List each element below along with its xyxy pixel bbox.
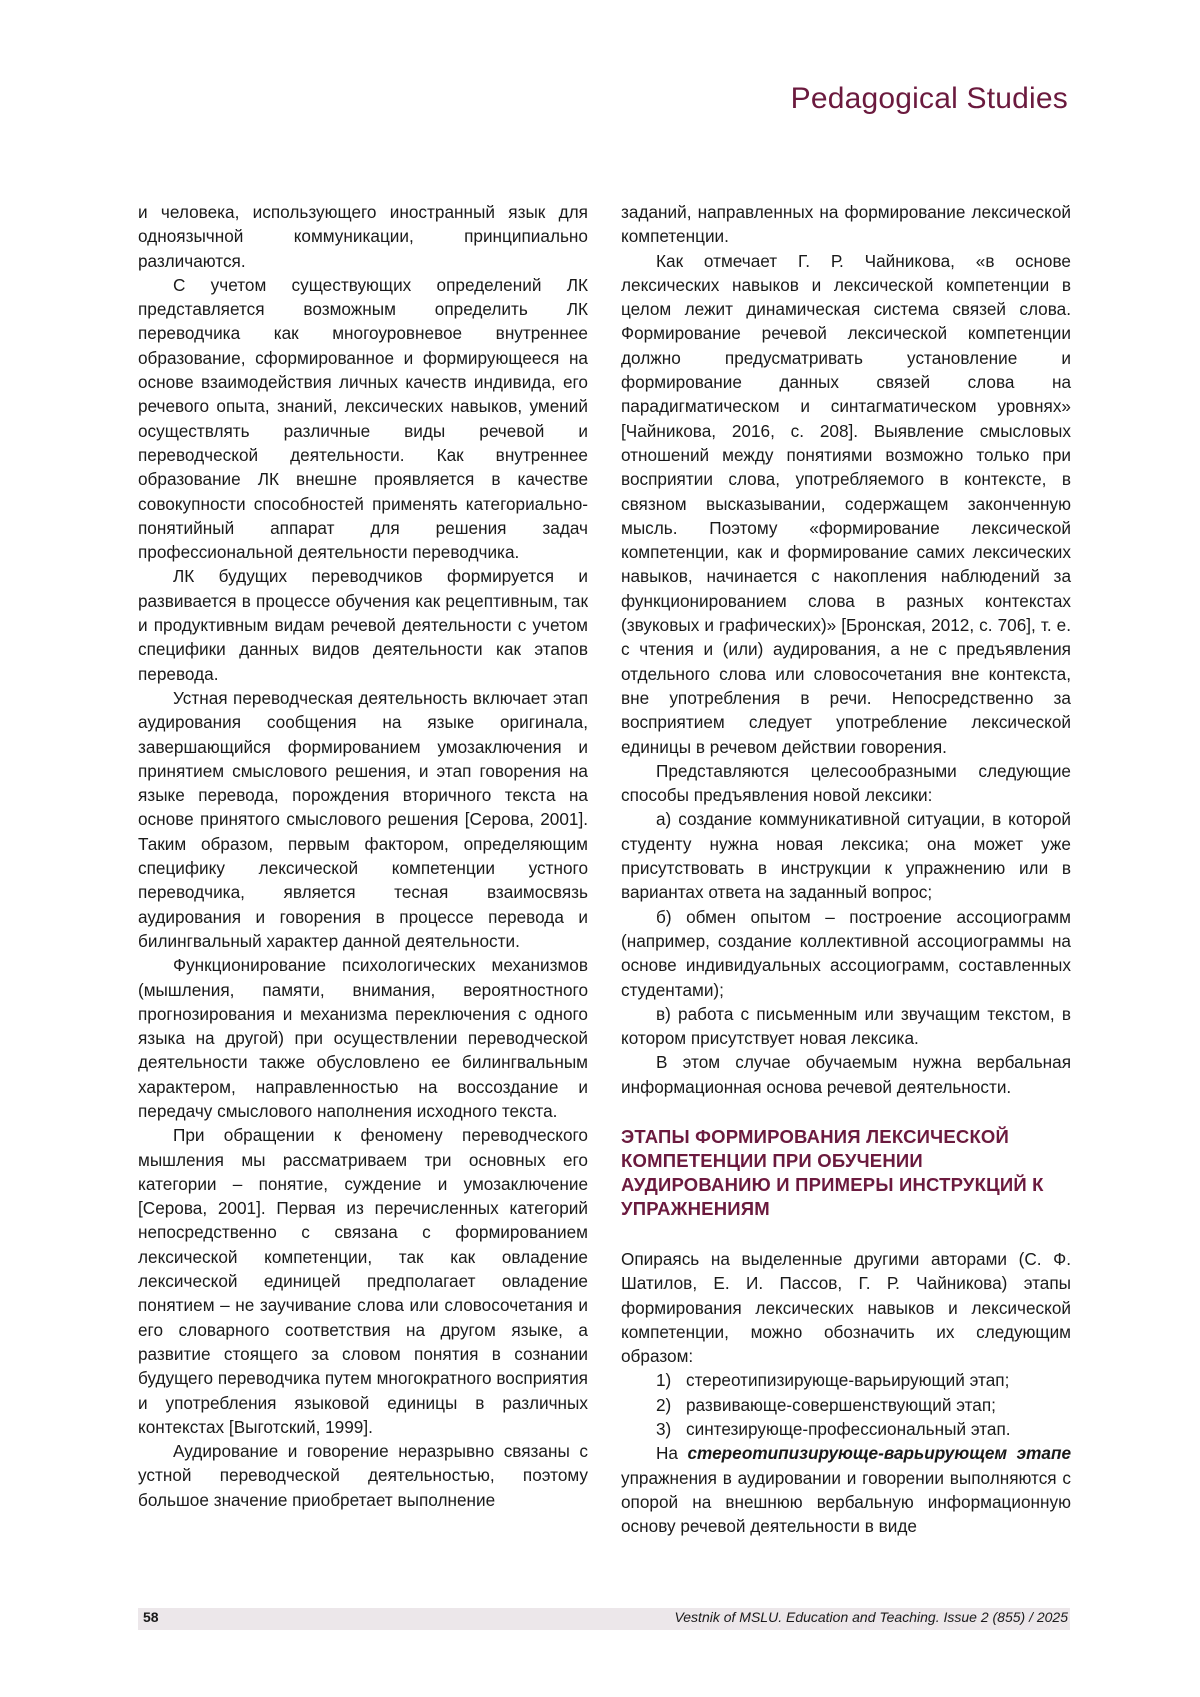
list-item-text: стереотипизирующе-варьирующий этап; bbox=[686, 1368, 1009, 1392]
paragraph: При обращении к феномену переводческого мышления мы рассматриваем три основных его категории – понятие, суждение и умозаключение [Серова, 2001]. Первая из перечисленных категорий непосредственно с связана с формированием лексической компетенции, так как овладение лексической единицей предполагает овладение понятием – не заучивание слова или словосочетания и его словарного соответствия на другом языке, а развитие стоящего за словом понятия в сознании будущего переводчика путем многократного восприятия и употребления языковой единицы в различных контекстах [Выготский, 1999]. bbox=[138, 1123, 588, 1439]
paragraph: С учетом существующих определений ЛК представляется возможным определить ЛК переводчика как многоуровневое внутреннее образование, сформированное и формирующееся на основе взаимодействия личных качеств индивида, его речевого опыта, знаний, лексических навыков, умений осуществлять различные виды речевой и переводческой деятельности. Как внутреннее образование ЛК внешне проявляется в качестве совокупности способностей применять категориально-понятийный аппарат для решения задач профессиональной деятельности переводчика. bbox=[138, 273, 588, 565]
list-item: в) работа с письменным или звучащим текстом, в котором присутствует новая лексика. bbox=[621, 1002, 1071, 1051]
emphasized-term: стереотипизирующе-варьирующем этапе bbox=[687, 1443, 1071, 1463]
paragraph: и человека, использующего иностранный язык для одноязычной коммуникации, принципиально различаются. bbox=[138, 200, 588, 273]
paragraph-rest: упражнения в аудировании и говорении выполняются с опорой на внешнюю вербальную информационную основу речевой деятельности в виде bbox=[621, 1468, 1071, 1537]
paragraph bbox=[621, 1441, 1071, 1538]
right-column bbox=[621, 200, 1071, 1539]
list-number: 1) bbox=[656, 1368, 686, 1392]
list-number: 2) bbox=[656, 1393, 686, 1417]
paragraph: заданий, направленных на формирование лексической компетенции. bbox=[621, 200, 1071, 249]
stages-list bbox=[621, 1368, 1071, 1441]
list-item-text: синтезирующе-профессиональный этап. bbox=[686, 1417, 1011, 1441]
paragraph: Устная переводческая деятельность включает этап аудирования сообщения на языке оригинала, завершающийся формированием умозаключения и принятием смыслового решения, и этап говорения на языке перевода, порождения вторичного текста на основе принятого смыслового решения [Серова, 2001]. Таким образом, первым фактором, определяющим специфику лексической компетенции устного переводчика, является тесная взаимосвязь аудирования и говорения в процессе перевода и билингвальный характер данной деятельности. bbox=[138, 686, 588, 953]
list-item-text: развивающе-совершенствующий этап; bbox=[686, 1393, 996, 1417]
paragraph: Функционирование психологических механизмов (мышления, памяти, внимания, вероятностного прогнозирования и механизма переключения с одного языка на другой) при осуществлении переводческой деятельности также обусловлено ее билингвальным характером, направленностью на воссоздание и передачу смыслового наполнения исходного текста. bbox=[138, 953, 588, 1123]
running-header-title: Pedagogical Studies bbox=[791, 82, 1068, 116]
left-column bbox=[138, 200, 588, 1512]
list-item: б) обмен опытом – построение ассоциограмм (например, создание коллективной ассоциограммы на основе индивидуальных ассоциограмм, составленных студентами); bbox=[621, 905, 1071, 1002]
section-heading: ЭТАПЫ ФОРМИРОВАНИЯ ЛЕКСИЧЕСКОЙ КОМПЕТЕНЦИИ ПРИ ОБУЧЕНИИ АУДИРОВАНИЮ И ПРИМЕРЫ ИНСТРУКЦИЙ К УПРАЖНЕНИЯМ bbox=[621, 1125, 1071, 1221]
page-number: 58 bbox=[143, 1609, 159, 1625]
paragraph: Как отмечает Г. Р. Чайникова, «в основе лексических навыков и лексической компетенции в целом лежит динамическая система связей слова. Формирование речевой лексической компетенции должно предусматривать установление и формирование данных связей слова на парадигматическом и синтагматическом уровнях» [Чайникова, 2016, с. 208]. Выявление смысловых отношений между понятиями возможно только при восприятии слова, употребляемого в контексте, в связном высказывании, содержащем законченную мысль. Поэтому «формирование лексической компетенции, как и формирование самих лексических навыков, начинается с накопления наблюдений за функционированием слова в разных контекстах (звуковых и графических)» [Бронская, 2012, с. 706], т. е. с чтения и (или) аудирования, а не с предъявления отдельного слова или словосочетания вне контекста, вне употребления в речи. Непосредственно за восприятием следует употребление лексической единицы в речевом действии говорения. bbox=[621, 249, 1071, 759]
list-number: 3) bbox=[656, 1417, 686, 1441]
journal-info: Vestnik of MSLU. Education and Teaching. Issue 2 (855) / 2025 bbox=[674, 1609, 1068, 1625]
paragraph: ЛК будущих переводчиков формируется и развивается в процессе обучения как рецептивным, так и продуктивным видам речевой деятельности с учетом специфики данных видов деятельности как этапов перевода. bbox=[138, 564, 588, 685]
paragraph: Аудирование и говорение неразрывно связаны с устной переводческой деятельностью, поэтому большое значение приобретает выполнение bbox=[138, 1439, 588, 1512]
paragraph: Опираясь на выделенные другими авторами (С. Ф. Шатилов, Е. И. Пассов, Г. Р. Чайникова) этапы формирования лексических навыков и лексической компетенции, можно обозначить их следующим образом: bbox=[621, 1247, 1071, 1368]
paragraph-lead: На bbox=[656, 1443, 687, 1463]
paragraph: В этом случае обучаемым нужна вербальная информационная основа речевой деятельности. bbox=[621, 1050, 1071, 1099]
list-item bbox=[621, 1368, 1071, 1392]
list-item bbox=[621, 1417, 1071, 1441]
paragraph: Представляются целесообразными следующие способы предъявления новой лексики: bbox=[621, 759, 1071, 808]
list-item bbox=[621, 1393, 1071, 1417]
list-item: а) создание коммуникативной ситуации, в которой студенту нужна новая лексика; она может уже присутствовать в инструкции к упражнению или в вариантах ответа на заданный вопрос; bbox=[621, 807, 1071, 904]
